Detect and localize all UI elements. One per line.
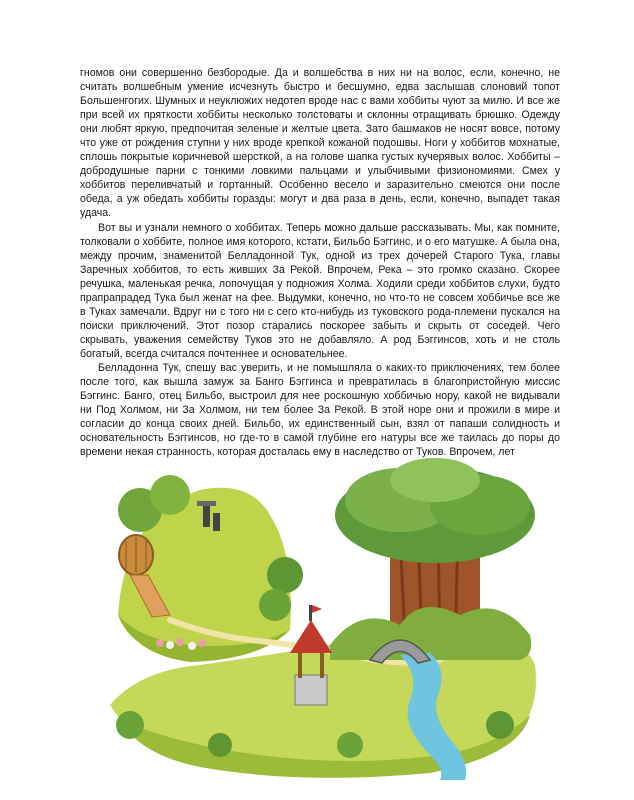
shire-illustration [100,455,540,785]
tree-foliage [390,458,480,502]
flower [156,639,164,647]
bush [259,589,291,621]
well-post [320,650,324,678]
paragraph-2: Вот вы и узнали немного о хоббитах. Теперь можно дальше рассказывать. Мы, как помните, толковали о хоббите, полное имя которого, кстати, Бильбо Бэггинс, и о его матушке. А была она, между прочим, знаменитой Белладонной Тук, одной из трех дочерей Старого Тука, главы Заречных хоббитов, то есть живших За Рекой. Впрочем, Река – это громко сказано. Скорее речушка, маленькая речка, лопочущая у подножия Холма. Ходили среди хоббитов слухи, будто прапрапрадед Тука был женат на фее. Выдумки, конечно, но что-то не совсем хоббичье все же в Туках замечали. Вдруг ни с того ни с сего кто-нибудь из туковского рода-племени пускался на поиски приключений. Этот позор старались поскорее забыть и скрыть от соседей. Чего скрывать, уважения семейству Туков это не добавляло. А род Бэггинсов, хоть и не столь богатый, всегда считался почтеннее и основательнее. [80,221,560,360]
well-flag [309,605,312,621]
bush [116,711,144,739]
bush [208,733,232,757]
chimney [197,501,216,506]
right-hill [330,607,531,660]
flower [166,641,174,649]
paragraph-1: гномов они совершенно безбородые. Да и волшебства в них ни на волос, если, конечно, не считать волшебным умение исчезнуть быстро и бесшумно, едва заслышав слоновий топот Большенгогих. Шумных и неуклюжих недотеп вроде нас с вами хоббиты чуют за милю. И все же при всей их пряткости хоббиты несколько толстоваты и склонны отращивать брюшко. Одежду они любят яркую, предпочитая зеленые и желтые цвета. Зато башмаков не носят вовсе, потому что уже от рождения ступни у них вроде крепкой кожаной подошвы. Ноги у хоббитов мохнатые, сплошь покрытые коричневой шерсткой, а на голове шапка густых кучерявых волос. Хоббиты – добродушные парни с тонкими ловкими пальцами и улыбчивыми физиономиями. Смех у хоббитов переливчатый и гортанный. Особенно весело и заразительно смеются они после обеда, а уж обедать хоббиты горазды: могут и два раза в день, если, конечно, выпадет такая удача. [80,67,560,220]
bush [267,557,303,593]
flower [188,642,196,650]
bush [150,475,190,515]
chimney [213,513,220,531]
paragraph-3: Белладонна Тук, спешу вас уверить, и не помышляла о каких-то приключениях, тем более после того, как вышла замуж за Банго Бэггинса и превратилась в благопристойную миссис Бэггинс. Банго, отец Бильбо, выстроил для нее роскошную хоббичью нору, какой не видывали ни Под Холмом, ни За Холмом, ни тем более За Рекой. В этой норе они и прожили в мире и согласии до конца своих дней. Бильбо, их единственный сын, взял от папаши солидность и основательность Бэггинсов, но где-то в самой глубине его натуры все же таилась до поры до времени некая странность, которая досталась ему в наследство от Туков. Впрочем, лет [80,361,560,459]
well-flag-banner [312,605,322,613]
well-base [295,675,327,705]
flower [198,639,206,647]
well-post [298,650,302,678]
chimney [203,505,210,527]
well-roof [290,620,332,653]
bush [337,732,363,758]
flower [176,638,184,646]
body-text [80,66,560,459]
bush [486,711,514,739]
